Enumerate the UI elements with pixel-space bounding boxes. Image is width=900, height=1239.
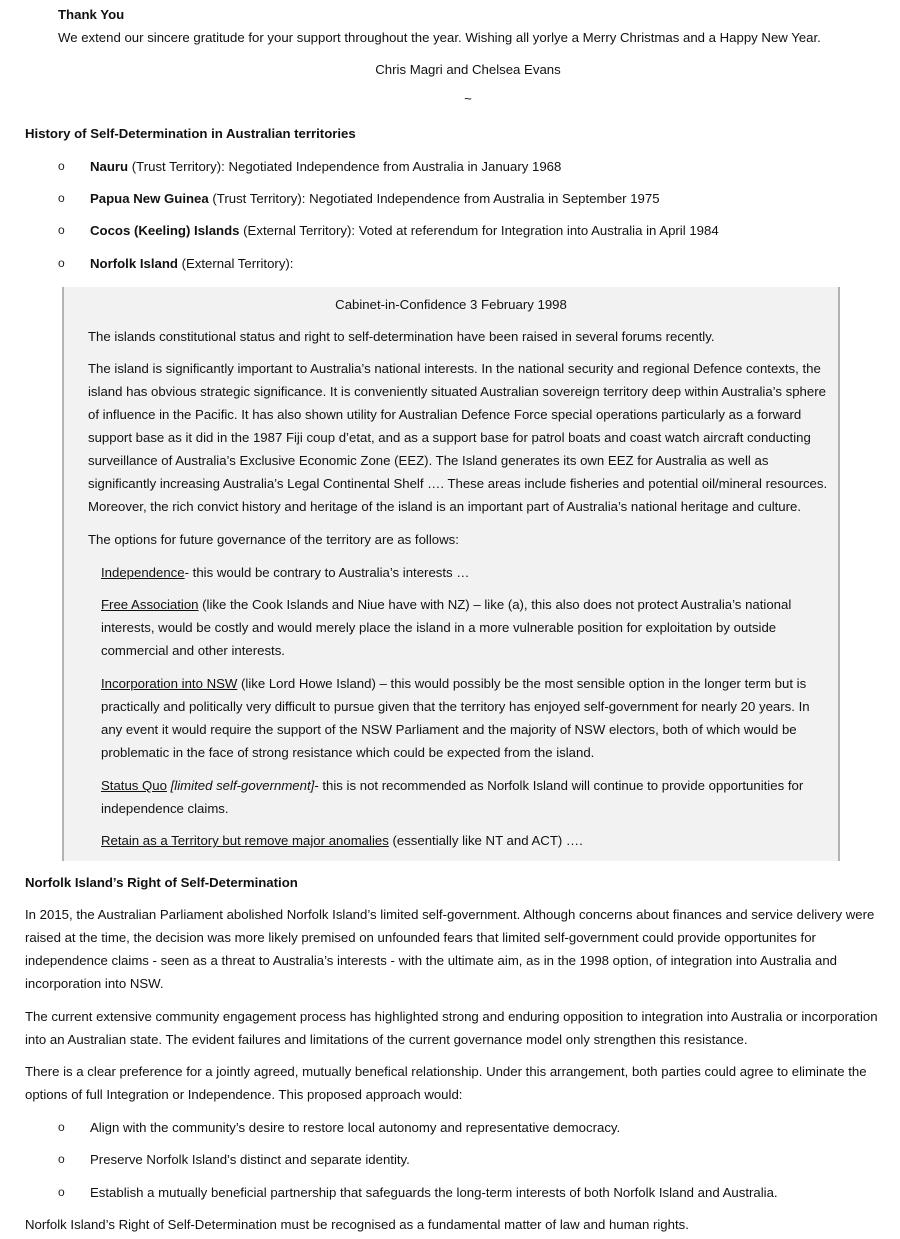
thank-you-heading: Thank You — [58, 7, 125, 22]
rights-bullet-2: Preserve Norfolk Island’s distinct and separate identity. — [90, 1152, 410, 1167]
bullet-marker: o — [58, 191, 65, 205]
history-item-norfolk: Norfolk Island (External Territory): — [90, 256, 294, 271]
cabinet-quote-box — [62, 287, 840, 861]
rights-closing: Norfolk Island’s Right of Self-Determination must be recognised as a fundamental matter of law and human rights. — [25, 1217, 689, 1232]
rights-para-1: In 2015, the Australian Parliament abolished Norfolk Island’s limited self-government. Although concerns about finances and service delivery were raised at the time, the decision was more likely premised on unfounded fears that limited self-government could provide opportunites for independence claims - seen as a threat to Australia’s interests - with the ultimate aim, as in the 1998 option, of integration into Australia and incorporation into NSW. — [25, 907, 875, 991]
rights-bullet-1: Align with the community’s desire to restore local autonomy and representative democracy. — [90, 1120, 621, 1135]
option-retain-territory: Retain as a Territory but remove major anomalies (essentially like NT and ACT) …. — [101, 833, 583, 848]
history-heading: History of Self-Determination in Australian territories — [25, 126, 356, 141]
cabinet-para-1: The islands constitutional status and right to self-determination have been raised in several forums recently. — [88, 329, 715, 344]
option-incorporation-nsw: Incorporation into NSW (like Lord Howe Island) – this would possibly be the most sensible option in the longer term but is practically and politically very difficult to pursue given that the territory has enjoyed self-government for nearly 20 years. In any event it would require the support of the NSW Parliament and the majority of NSW electors, both of which would be problematic in the face of strong resistance which could be expected from the island. — [101, 676, 810, 760]
rights-para-2: The current extensive community engagement process has highlighted strong and enduring opposition to integration into Australia or incorporation into an Australian state. The evident failures and limitations of the current governance model only strengthen this resistance. — [25, 1009, 878, 1047]
cabinet-para-2: The island is significantly important to Australia’s national interests. In the national security and regional Defence contexts, the island has obvious strategic significance. It is conveniently situated Australian sovereign territory deep within Australia’s sphere of influence in the Pacific. It has also shown utility for Australian Defence Force special operations particularly as a forward support base as it did in the 1987 Fiji coup d’etat, and as a support base for patrol boats and coast watch aircraft conducting surveillance of Australia’s Exclusive Economic Zone (EEZ). The Island generates its own EEZ for Australia as well as significantly increasing Australia’s Legal Continental Shelf …. These areas include fisheries and potential oil/mineral resources. Moreover, the rich convict history and heritage of the island is an important part of Australia’s national heritage and culture. — [88, 361, 828, 514]
rights-para-3: There is a clear preference for a jointly agreed, mutually benefical relationship. Under this arrangement, both parties could agree to eliminate the options of full Integration or Independence. This proposed approach would: — [25, 1064, 867, 1102]
bullet-marker: o — [58, 223, 65, 237]
bullet-marker: o — [58, 1185, 65, 1199]
rights-bullet-3: Establish a mutually beneficial partnership that safeguards the long-term interests of both Norfolk Island and Australia. — [90, 1185, 778, 1200]
history-item-cocos: Cocos (Keeling) Islands (External Territory): Voted at referendum for Integration into Australia in April 1984 — [90, 223, 719, 238]
history-item-png: Papua New Guinea (Trust Territory): Negotiated Independence from Australia in September 1975 — [90, 191, 660, 206]
history-item-nauru: Nauru (Trust Territory): Negotiated Independence from Australia in January 1968 — [90, 159, 562, 174]
separator: ~ — [464, 91, 472, 106]
bullet-marker: o — [58, 256, 65, 270]
option-status-quo: Status Quo [limited self-government]- this is not recommended as Norfolk Island will continue to provide opportunities for independence claims. — [101, 778, 804, 816]
bullet-marker: o — [58, 1120, 65, 1134]
bullet-marker: o — [58, 159, 65, 173]
cabinet-options-intro: The options for future governance of the territory are as follows: — [88, 532, 459, 547]
bullet-marker: o — [58, 1152, 65, 1166]
rights-heading: Norfolk Island’s Right of Self-Determination — [25, 875, 298, 890]
option-independence: Independence- this would be contrary to Australia’s interests … — [101, 565, 470, 580]
signature: Chris Magri and Chelsea Evans — [375, 62, 561, 77]
option-free-association: Free Association (like the Cook Islands and Niue have with NZ) – like (a), this also does not protect Australia’s national interests, would be costly and would merely place the island in a more vulnerable position for exploitation by outside commercial and other interests. — [101, 597, 792, 658]
cabinet-title: Cabinet-in-Confidence 3 February 1998 — [335, 297, 567, 312]
thank-you-message: We extend our sincere gratitude for your support throughout the year. Wishing all yorlye a Merry Christmas and a Happy New Year. — [58, 30, 821, 45]
